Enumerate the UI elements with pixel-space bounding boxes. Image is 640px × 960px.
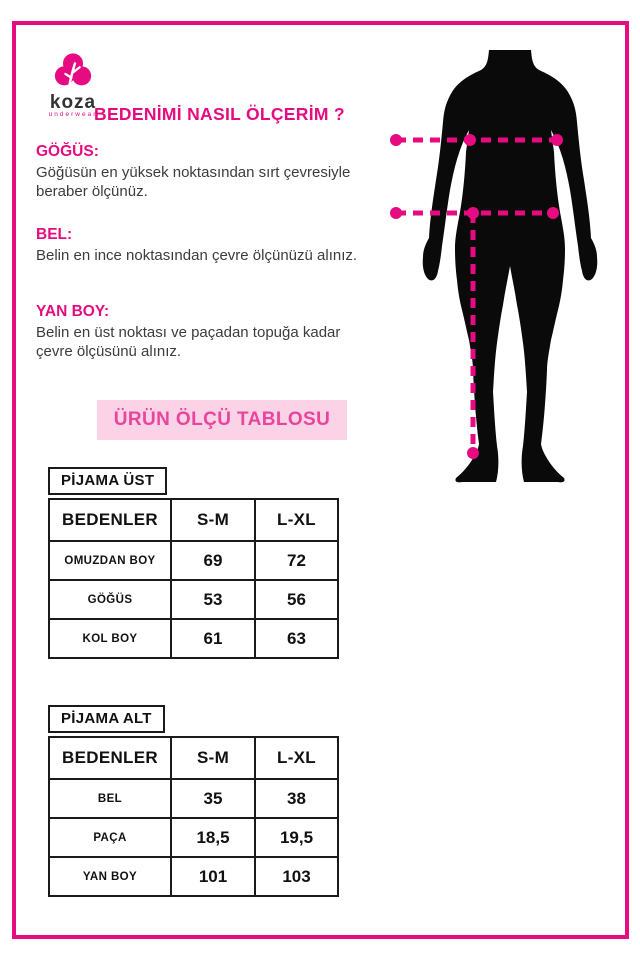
section-waist-heading: BEL: [36,226,73,243]
table-row [49,779,338,818]
column-header-size-S-M: S-M [171,499,255,541]
table-row [49,580,338,619]
table-row [49,818,338,857]
measurement-label: PAÇA [49,818,171,857]
measurement-value: 19,5 [255,818,338,857]
measurement-value: 61 [171,619,255,658]
table-row [49,541,338,580]
table-row [49,857,338,896]
measurement-label: BEL [49,779,171,818]
measurement-value: 101 [171,857,255,896]
measurement-value: 103 [255,857,338,896]
measurement-label: KOL BOY [49,619,171,658]
table-title-pajama-bottom: PİJAMA ALT [48,705,165,733]
size-table-pajama-bottom [48,736,339,897]
measurement-value: 38 [255,779,338,818]
section-chest [36,143,376,201]
column-header-sizes: BEDENLER [49,737,171,779]
brand-tagline: underwear [48,111,98,118]
body-silhouette-figure [385,42,625,492]
measurement-value: 69 [171,541,255,580]
measurement-label: OMUZDAN BOY [49,541,171,580]
page-title: BEDENİMİ NASIL ÖLÇERİM ? [94,104,345,124]
section-side-length-heading: YAN BOY: [36,303,110,320]
section-chest-heading: GÖĞÜS: [36,143,99,160]
measurement-value: 72 [255,541,338,580]
measurement-value: 53 [171,580,255,619]
size-chart-banner: ÜRÜN ÖLÇÜ TABLOSU [97,400,347,440]
size-table-block-bottom [48,705,339,897]
section-side-length-body: Belin en üst noktası ve paçadan topuğa kadar çevre ölçüsünü alınız. [36,324,341,360]
cotton-flower-icon [53,52,93,94]
male-silhouette [423,50,598,482]
size-table-pajama-top [48,498,339,659]
section-side-length [36,303,376,361]
table-title-pajama-top: PİJAMA ÜST [48,467,167,495]
table-row [49,619,338,658]
column-header-size-L-XL: L-XL [255,499,338,541]
section-waist-body: Belin en ince noktasından çevre ölçünüzü alınız. [36,247,358,264]
column-header-sizes: BEDENLER [49,499,171,541]
measurement-label: GÖĞÜS [49,580,171,619]
column-header-size-L-XL: L-XL [255,737,338,779]
measurement-value: 56 [255,580,338,619]
brand-name: koza [49,92,97,113]
measurement-label: YAN BOY [49,857,171,896]
measurement-value: 18,5 [171,818,255,857]
column-header-size-S-M: S-M [171,737,255,779]
section-chest-body: Göğüsün en yüksek noktasından sırt çevresiyle beraber ölçünüz. [36,164,351,200]
section-waist [36,226,376,266]
measurement-value: 35 [171,779,255,818]
size-table-block-top [48,467,339,659]
measurement-value: 63 [255,619,338,658]
